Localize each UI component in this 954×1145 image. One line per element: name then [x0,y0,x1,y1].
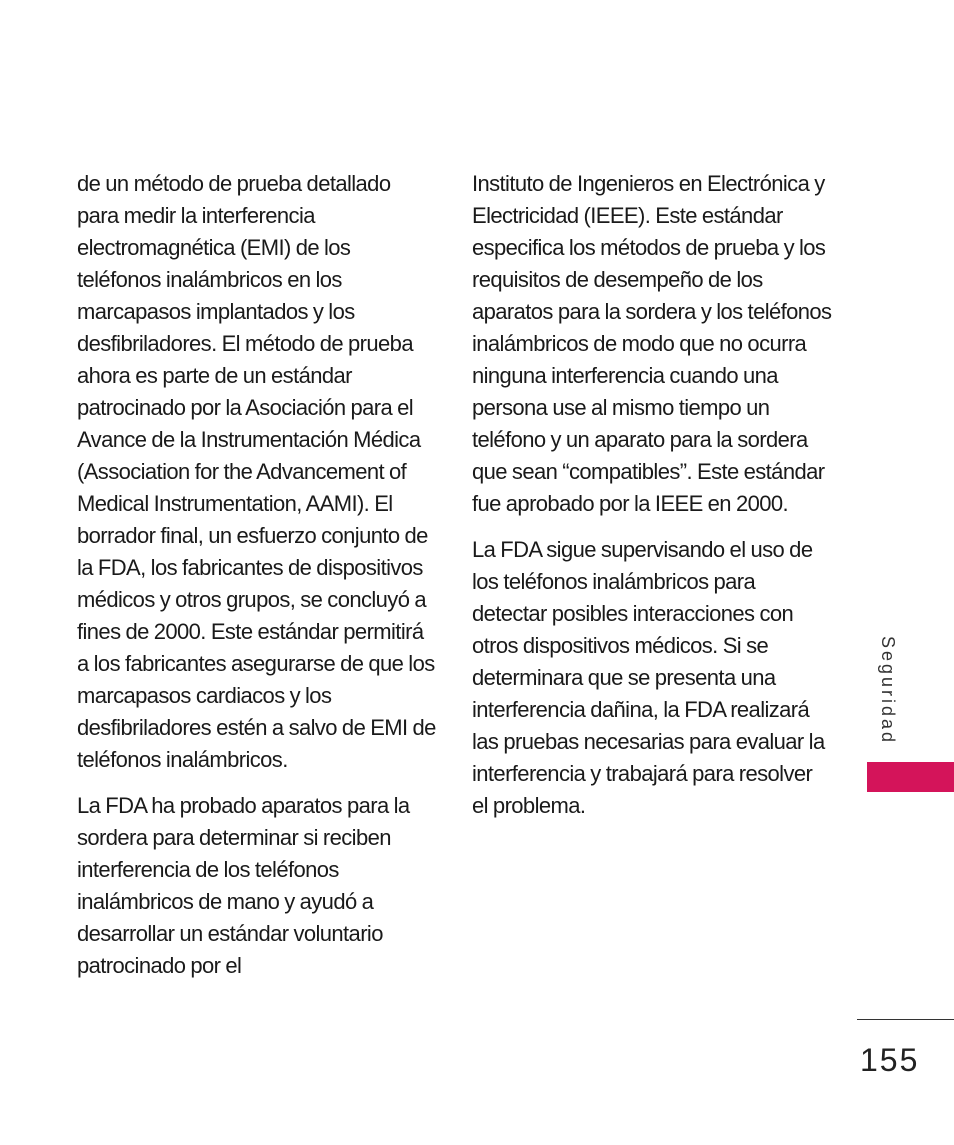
right-column [472,168,832,836]
paragraph: La FDA sigue supervisando el uso de los teléfonos inalámbricos para detectar posibles interacciones con otros dispositivos médicos. Si se determinara que se presenta una interferencia dañina, la FDA realizará las pruebas necesarias para evaluar la interferencia y trabajará para resolver el problema. [472,537,825,818]
left-column [77,168,437,996]
page-number: 155 [860,1042,920,1078]
section-tab-marker [867,762,954,792]
paragraph: La FDA ha probado aparatos para la sordera para determinar si reciben interferencia de los teléfonos inalámbricos de mano y ayudó a desarrollar un estándar voluntario patrocinado por el [77,793,410,978]
page-number-divider [857,1019,954,1020]
paragraph: de un método de prueba detallado para medir la interferencia electromagnética (EMI) de los teléfonos inalámbricos en los marcapasos implantados y los desfibriladores. El método de prueba ahora es parte de un estándar patrocinado por la Asociación para el Avance de la Instrumentación Médica (Association for the Advancement of Medical Instrumentation, AAMI). El borrador final, un esfuerzo conjunto de la FDA, los fabricantes de dispositivos médicos y otros grupos, se concluyó a fines de 2000. Este estándar permitirá a los fabricantes asegurarse de que los marcapasos cardiacos y los desfibriladores estén a salvo de EMI de teléfonos inalámbricos. [77,171,436,772]
paragraph: Instituto de Ingenieros en Electrónica y Electricidad (IEEE). Este estándar especifica los métodos de prueba y los requisitos de desempeño de los aparatos para la sordera y los teléfonos inalámbricos de modo que no ocurra ninguna interferencia cuando una persona use al mismo tiempo un teléfono y un aparato para la sordera que sean “compatibles”. Este estándar fue aprobado por la IEEE en 2000. [472,171,832,516]
section-label: Seguridad [878,636,898,746]
